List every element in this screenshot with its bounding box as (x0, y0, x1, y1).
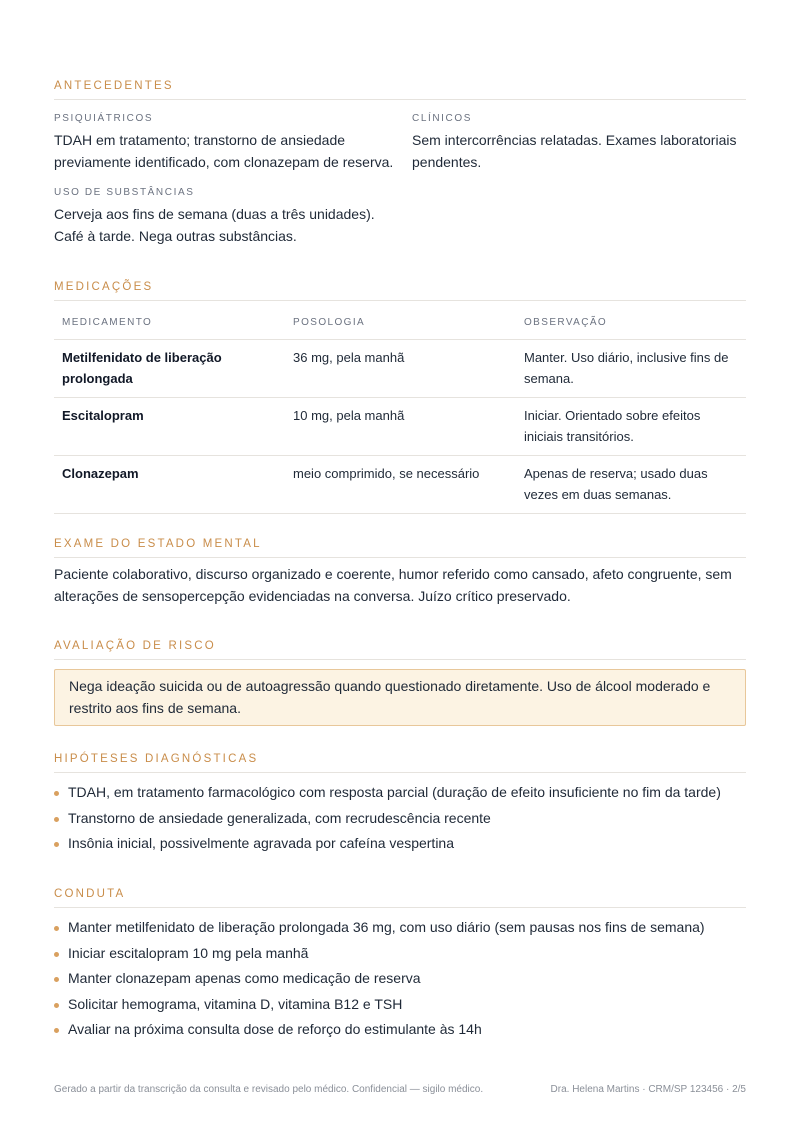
list-item: Manter metilfenidato de liberação prolongada 36 mg, com uso diário (sem pausas nos fins de semana) (54, 915, 746, 941)
cell-observacao: Manter. Uso diário, inclusive fins de semana. (516, 340, 746, 398)
list-item: Manter clonazepam apenas como medicação de reserva (54, 966, 746, 992)
section-antecedentes (54, 80, 746, 244)
section-title-exame: EXAME DO ESTADO MENTAL (54, 538, 746, 558)
cell-medicamento: Escitalopram (54, 398, 285, 456)
list-item: Transtorno de ansiedade generalizada, com recrudescência recente (54, 806, 746, 832)
section-title-conduta: CONDUTA (54, 888, 746, 908)
footer-signature: Dra. Helena Martins · CRM/SP 123456 · 2/5 (550, 1084, 746, 1095)
clinicos-text: Sem intercorrências relatadas. Exames laboratoriais pendentes. (412, 132, 737, 170)
section-title-medicacoes: MEDICAÇÕES (54, 281, 746, 301)
substancias-text: Cerveja aos fins de semana (duas a três unidades). Café à tarde. Nega outras substâncias. (54, 206, 375, 244)
section-title-antecedentes: ANTECEDENTES (54, 80, 746, 100)
list-item: Insônia inicial, possivelmente agravada por cafeína vespertina (54, 831, 746, 857)
antecedentes-left-column (54, 113, 399, 261)
substancias-label: USO DE SUBSTÂNCIAS (54, 187, 195, 198)
psiquiatricos-block (54, 113, 399, 173)
section-conduta (54, 888, 746, 1043)
table-row (54, 456, 746, 514)
list-item: Solicitar hemograma, vitamina D, vitamina B12 e TSH (54, 992, 746, 1018)
section-title-risco: AVALIAÇÃO DE RISCO (54, 640, 746, 660)
column-header-medicamento: MEDICAMENTO (54, 301, 285, 340)
conduta-list (54, 915, 746, 1043)
list-item: Iniciar escitalopram 10 mg pela manhã (54, 941, 746, 967)
psiquiatricos-label: PSIQUIÁTRICOS (54, 113, 154, 124)
exame-text: Paciente colaborativo, discurso organizado e coerente, humor referido como cansado, afeto congruente, sem alterações de sensopercepção evidenciadas na conversa. Juízo crítico preservado. (54, 566, 732, 604)
section-medicacoes (54, 281, 746, 514)
cell-medicamento: Clonazepam (54, 456, 285, 514)
table-row (54, 340, 746, 398)
antecedentes-right-column (412, 113, 746, 187)
footer-disclaimer: Gerado a partir da transcrição da consulta e revisado pelo médico. Confidencial — sigilo médico. (54, 1084, 484, 1095)
clinicos-label: CLÍNICOS (412, 113, 473, 124)
risk-callout: Nega ideação suicida ou de autoagressão quando questionado diretamente. Uso de álcool moderado e restrito aos fins de semana. (54, 669, 746, 726)
cell-posologia: 10 mg, pela manhã (285, 398, 516, 456)
cell-observacao: Apenas de reserva; usado duas vezes em duas semanas. (516, 456, 746, 514)
column-header-posologia: POSOLOGIA (285, 301, 516, 340)
column-header-observacao: OBSERVAÇÃO (516, 301, 746, 340)
table-header-row (54, 301, 746, 340)
section-hipoteses-diagnosticas (54, 753, 746, 857)
section-title-hipoteses: HIPÓTESES DIAGNÓSTICAS (54, 753, 746, 773)
substancias-block (54, 187, 399, 247)
cell-medicamento: Metilfenidato de liberação prolongada (54, 340, 285, 398)
section-avaliacao-risco (54, 640, 746, 726)
psiquiatricos-text: TDAH em tratamento; transtorno de ansiedade previamente identificado, com clonazepam de reserva. (54, 132, 394, 170)
clinicos-block (412, 113, 746, 173)
medications-table (54, 301, 746, 514)
cell-posologia: meio comprimido, se necessário (285, 456, 516, 514)
section-exame-estado-mental (54, 538, 746, 607)
table-row (54, 398, 746, 456)
cell-posologia: 36 mg, pela manhã (285, 340, 516, 398)
list-item: TDAH, em tratamento farmacológico com resposta parcial (duração de efeito insuficiente no fim da tarde) (54, 780, 746, 806)
list-item: Avaliar na próxima consulta dose de reforço do estimulante às 14h (54, 1017, 746, 1043)
hipoteses-list (54, 780, 746, 857)
cell-observacao: Iniciar. Orientado sobre efeitos iniciais transitórios. (516, 398, 746, 456)
